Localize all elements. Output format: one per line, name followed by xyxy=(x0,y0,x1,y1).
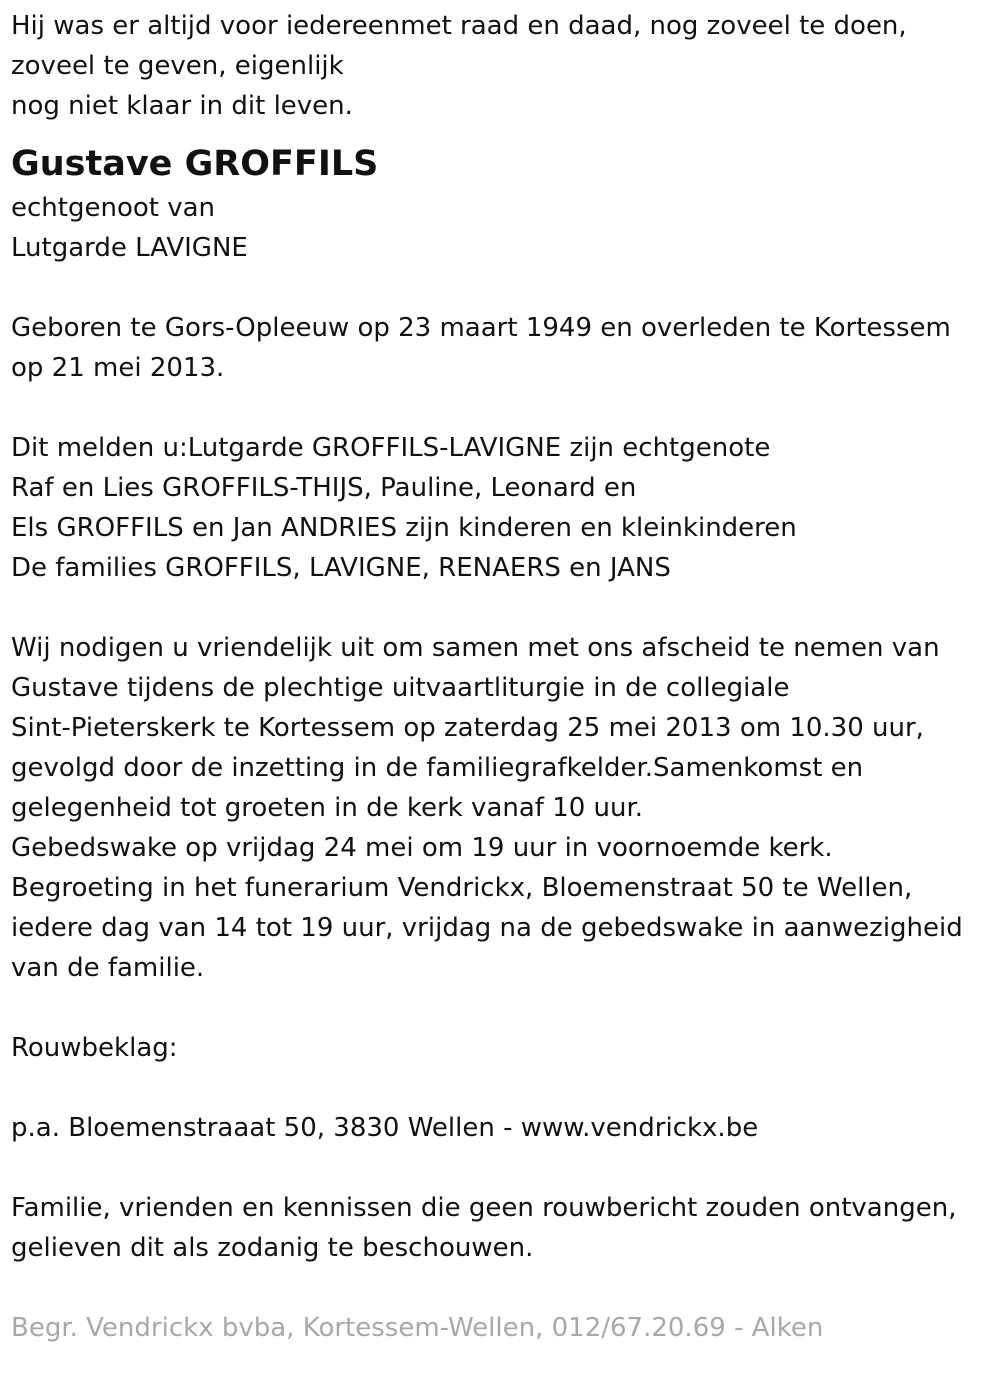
intro-line: nog niet klaar in dit leven. xyxy=(11,91,353,121)
invitation-line: gevolgd door de inzetting in de familiegrafkelder.Samenkomst en xyxy=(11,753,864,783)
condolence-address: p.a. Bloemenstraaat 50, 3830 Wellen - www.vendrickx.be xyxy=(11,1113,759,1143)
closing-line: Familie, vrienden en kennissen die geen rouwbericht zouden ontvangen, xyxy=(11,1193,957,1223)
invitation-line: gelegenheid tot groeten in de kerk vanaf 10 uur. xyxy=(11,793,644,823)
invitation-line: Gebedswake op vrijdag 24 mei om 19 uur in voornoemde kerk. xyxy=(11,833,833,863)
death-notice xyxy=(11,6,996,1348)
invitation-line: van de familie. xyxy=(11,953,205,983)
intro-poem xyxy=(11,6,996,126)
announcement-line: Dit melden u:Lutgarde GROFFILS-LAVIGNE zijn echtgenote xyxy=(11,433,771,463)
deceased-name: Gustave GROFFILS xyxy=(11,144,379,184)
announcement xyxy=(11,428,996,588)
invitation-line: Sint-Pieterskerk te Kortessem op zaterdag 25 mei 2013 om 10.30 uur, xyxy=(11,713,924,743)
birth-death-line: op 21 mei 2013. xyxy=(11,353,225,383)
birth-death-line: Geboren te Gors-Opleeuw op 23 maart 1949 en overleden te Kortessem xyxy=(11,313,951,343)
condolence-label: Rouwbeklag: xyxy=(11,1033,178,1063)
invitation-line: Wij nodigen u vriendelijk uit om samen met ons afscheid te nemen van xyxy=(11,633,940,663)
funeral-home-footer: Begr. Vendrickx bvba, Kortessem-Wellen, 012/67.20.69 - Alken xyxy=(11,1313,824,1343)
announcement-line: Raf en Lies GROFFILS-THIJS, Pauline, Leonard en xyxy=(11,473,637,503)
invitation xyxy=(11,628,996,988)
birth-death-info xyxy=(11,308,996,388)
closing-note xyxy=(11,1188,996,1268)
spouse-line: echtgenoot van xyxy=(11,193,216,223)
invitation-line: Begroeting in het funerarium Vendrickx, Bloemenstraat 50 te Wellen, xyxy=(11,873,913,903)
invitation-line: Gustave tijdens de plechtige uitvaartliturgie in de collegiale xyxy=(11,673,790,703)
announcement-line: Els GROFFILS en Jan ANDRIES zijn kinderen en kleinkinderen xyxy=(11,513,797,543)
announcement-line: De families GROFFILS, LAVIGNE, RENAERS en JANS xyxy=(11,553,671,583)
spouse-info xyxy=(11,188,996,268)
spouse-line: Lutgarde LAVIGNE xyxy=(11,233,248,263)
invitation-line: iedere dag van 14 tot 19 uur, vrijdag na de gebedswake in aanwezigheid xyxy=(11,913,963,943)
intro-line: Hij was er altijd voor iedereenmet raad en daad, nog zoveel te doen, xyxy=(11,11,907,41)
intro-line: zoveel te geven, eigenlijk xyxy=(11,51,344,81)
closing-line: gelieven dit als zodanig te beschouwen. xyxy=(11,1233,534,1263)
